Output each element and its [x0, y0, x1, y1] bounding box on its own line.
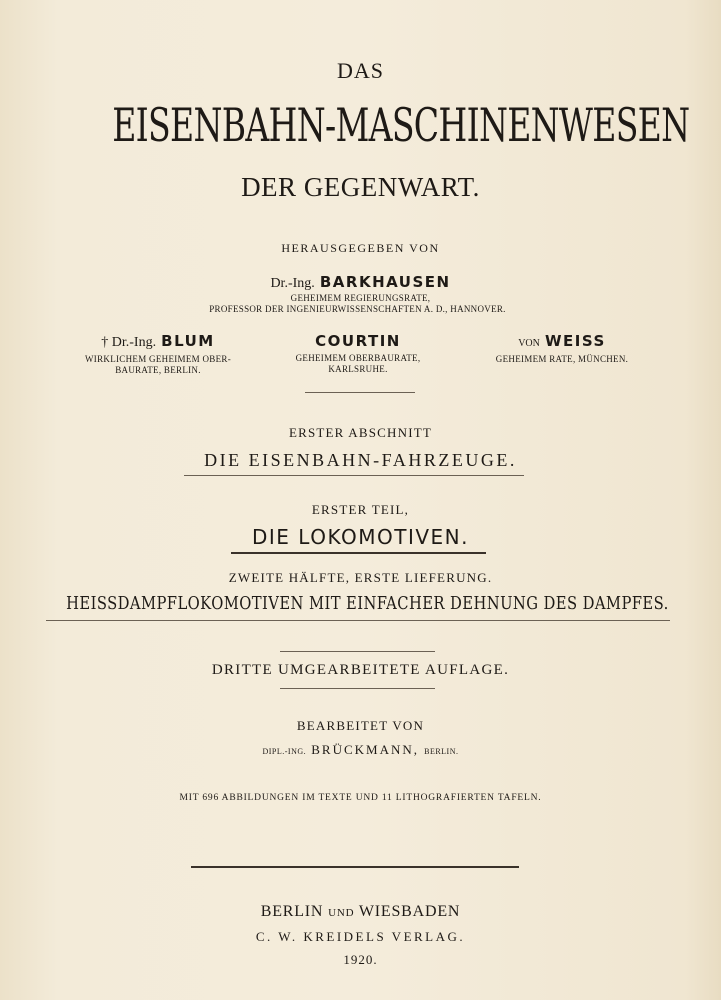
subtitle: DER GEGENWART.	[241, 172, 480, 202]
publisher-cities	[0, 903, 721, 921]
half-title	[0, 593, 721, 614]
part-title: DIE LOKOMOTIVEN.	[252, 525, 469, 549]
section-title: DIE EISENBAHN-FAHRZEUGE.	[204, 450, 517, 470]
divider	[280, 651, 435, 652]
lead-editor-name: BARKHAUSEN	[319, 273, 451, 291]
co-editor-blum	[58, 331, 258, 376]
section-underline	[184, 475, 524, 476]
co-editor-title-2: BAURATE, BERLIN.	[115, 365, 201, 375]
section-label: ERSTER ABSCHNITT	[288, 425, 433, 440]
half-label: ZWEITE HÄLFTE, ERSTE LIEFERUNG.	[228, 570, 493, 585]
main-title	[0, 98, 721, 152]
part-label: ERSTER TEIL,	[311, 502, 410, 517]
author-intro: BEARBEITET VON	[296, 718, 425, 733]
co-editor-prefix: von	[518, 335, 540, 350]
main-title-text: EISENBAHN-MASCHINENWESEN	[112, 98, 690, 152]
co-editor-name: BLUM	[161, 332, 215, 350]
co-editor-title-1: WIRKLICHEM GEHEIMEM OBER-	[85, 354, 231, 364]
co-editor-name: COURTIN	[315, 332, 401, 350]
half-underline	[46, 620, 670, 621]
publisher-name: C. W. KREIDELS VERLAG.	[255, 929, 466, 944]
lead-editor-prefix: Dr.-Ing.	[270, 276, 315, 291]
co-editor-name: WEISS	[544, 332, 606, 350]
publisher-city-2: WIESBADEN	[358, 903, 461, 920]
lead-editor-title-2: PROFESSOR DER INGENIEURWISSENSCHAFTEN A. D., HANNOVER.	[209, 304, 506, 314]
divider	[280, 688, 435, 689]
publisher-und: UND	[328, 907, 355, 919]
publication-year: 1920.	[343, 952, 378, 967]
author-name: BRÜCKMANN,	[311, 742, 420, 757]
title-das: DAS	[336, 58, 384, 83]
publisher-city-1: BERLIN	[260, 903, 324, 920]
lead-editor	[0, 272, 721, 292]
author-place: BERLIN.	[424, 747, 459, 756]
co-editor-title-1: GEHEIMEM RATE, MÜNCHEN.	[495, 354, 629, 364]
editors-intro: HERAUSGEGEBEN VON	[281, 241, 440, 255]
edition: DRITTE UMGEARBEITETE AUFLAGE.	[211, 662, 510, 678]
heavy-divider	[191, 866, 519, 868]
co-editor-courtin	[258, 331, 458, 375]
co-editor-title-2: KARLSRUHE.	[328, 364, 388, 374]
half-title-text: HEISSDAMPFLOKOMOTIVEN MIT EINFACHER DEHNUNG DES DAMPFES.	[66, 593, 669, 614]
illustrations-note: MIT 696 ABBILDUNGEN IM TEXTE UND 11 LITHOGRAFIERTEN TAFELN.	[179, 793, 542, 803]
part-underline	[231, 552, 486, 554]
co-editor-prefix: † Dr.-Ing.	[101, 335, 157, 350]
lead-editor-title-1: GEHEIMEM REGIERUNGSRATE,	[290, 293, 431, 303]
divider	[305, 392, 415, 393]
author-line	[0, 739, 721, 758]
co-editor-title-1: GEHEIMEM OBERBAURATE,	[295, 353, 421, 363]
co-editor-weiss	[462, 331, 662, 365]
author-prefix: DIPL.-ING.	[262, 747, 307, 756]
